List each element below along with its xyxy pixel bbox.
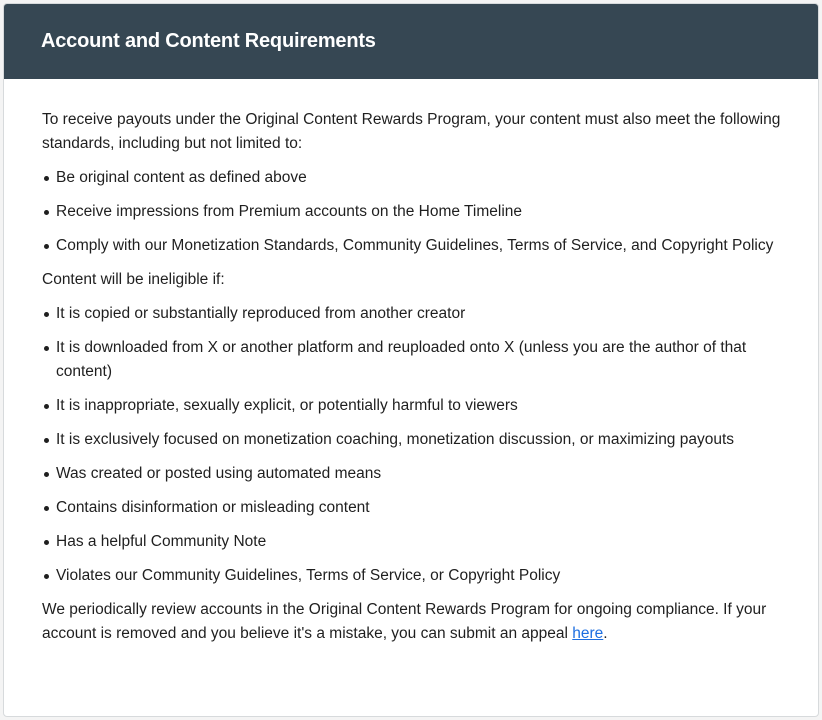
ineligible-list: [42, 302, 788, 588]
list-item: It is inappropriate, sexually explicit, or potentially harmful to viewers: [56, 394, 788, 418]
standards-list: [42, 166, 788, 258]
closing-text: We periodically review accounts in the Original Content Rewards Program for ongoing compliance. If your account is removed and you believe it's a mistake, you can submit an appeal: [42, 601, 767, 642]
intro-paragraph: To receive payouts under the Original Content Rewards Program, your content must also meet the following standards, including but not limited to:: [42, 111, 781, 152]
list-item: Was created or posted using automated means: [56, 462, 788, 486]
list-item: Be original content as defined above: [56, 166, 788, 190]
list-item: It is downloaded from X or another platform and reuploaded onto X (unless you are the author of that content): [56, 336, 788, 384]
list-item: Comply with our Monetization Standards, Community Guidelines, Terms of Service, and Copyright Policy: [56, 234, 788, 258]
list-item: Violates our Community Guidelines, Terms of Service, or Copyright Policy: [56, 564, 788, 588]
closing-paragraph: [42, 598, 788, 646]
closing-period: .: [603, 625, 608, 642]
card-header: [4, 4, 818, 79]
appeal-link[interactable]: here: [572, 625, 604, 642]
list-item: It is copied or substantially reproduced from another creator: [56, 302, 788, 326]
list-item: Contains disinformation or misleading content: [56, 496, 788, 520]
list-item: It is exclusively focused on monetization coaching, monetization discussion, or maximizing payouts: [56, 428, 788, 452]
list-item: Receive impressions from Premium accounts on the Home Timeline: [56, 200, 788, 224]
card-title: Account and Content Requirements: [41, 30, 376, 52]
card-body: [4, 79, 818, 646]
requirements-card: [3, 3, 819, 717]
ineligible-heading: Content will be ineligible if:: [42, 271, 225, 288]
list-item: Has a helpful Community Note: [56, 530, 788, 554]
